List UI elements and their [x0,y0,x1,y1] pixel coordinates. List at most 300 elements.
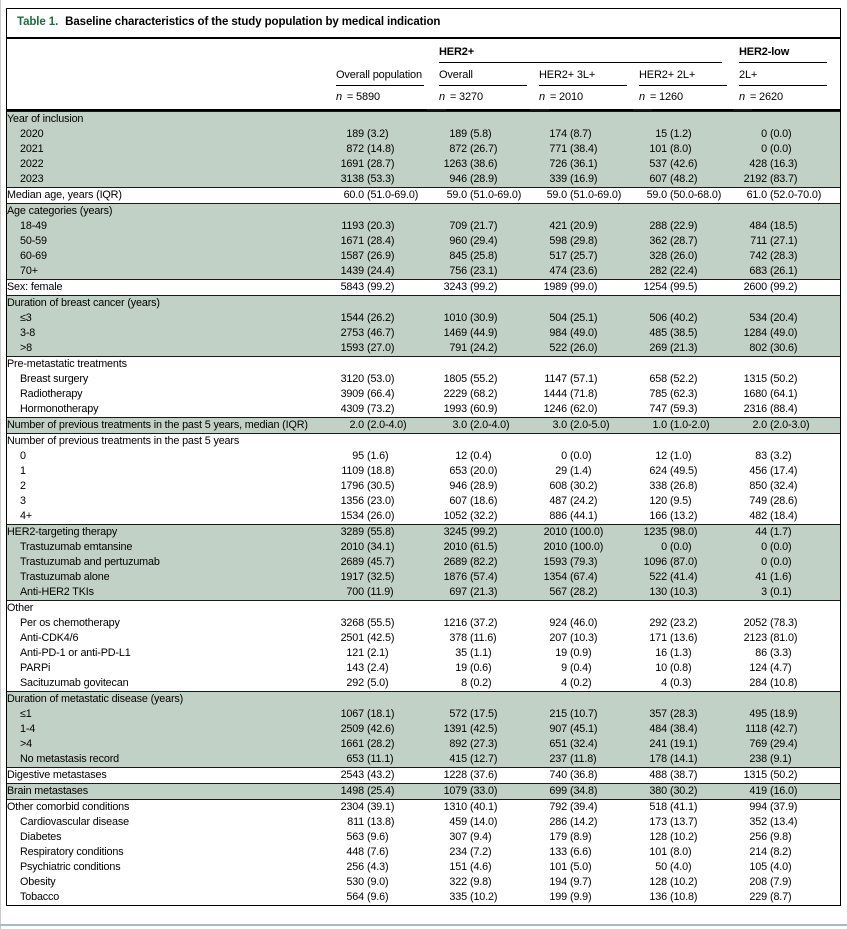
table-section [7,112,840,188]
n-her2-3l: n = 2010 [539,91,583,103]
value-cell: 1993 (60.9) [443,403,498,415]
value-cell [632,112,732,128]
column-head-overall-population: Overall population [329,63,432,86]
value-cell: 683 (26.1) [732,264,840,280]
value-cell: 850 (32.4) [749,480,798,492]
value-cell: 0 (0.0) [732,127,840,142]
value-cell: 128 (10.2) [649,831,698,843]
value-cell: 121 (2.1) [346,647,389,659]
value-cell: 530 (9.0) [346,876,389,888]
row-label: Anti-PD-1 or anti-PD-L1 [20,647,131,659]
value-cell [632,434,732,450]
row-label: Trastuzumab alone [7,570,329,585]
column-head-her2-2l: HER2+ 2L+ [632,63,732,86]
value-cell: 0 (0.0) [732,555,840,570]
row-label: 2022 [7,157,329,172]
value-cell: 101 (8.0) [632,142,732,157]
value-cell: 29 (1.4) [555,465,592,477]
value-cell: 16 (1.3) [655,647,692,659]
value-cell [329,112,432,128]
value-cell: 1052 (32.2) [443,510,498,522]
row-label: 2 [20,480,26,492]
table-row [7,280,840,296]
header-rule-tick [530,109,549,112]
value-cell [532,296,632,312]
value-cell: 3.0 (2.0-5.0) [532,418,632,434]
value-cell: 2052 (78.3) [743,617,798,629]
value-cell: 207 (10.3) [549,632,598,644]
value-cell: 607 (48.2) [632,172,732,188]
value-cell: 352 (13.4) [749,816,798,828]
value-cell: 0 (0.0) [632,540,732,555]
row-label: Tobacco [20,891,60,903]
row-label: 1-4 [7,722,329,737]
value-cell: 886 (44.1) [549,510,598,522]
value-cell: 1917 (32.5) [329,570,432,585]
value-cell: 0 (0.0) [732,142,840,157]
value-cell: 339 (16.9) [532,172,632,188]
value-cell: 2010 (100.0) [532,540,632,555]
value-cell: 44 (1.7) [732,525,840,541]
value-cell: 1193 (20.3) [329,219,432,234]
table-row [7,570,840,585]
table-row [7,707,840,722]
value-cell [329,434,432,450]
value-cell: 15 (1.2) [632,127,732,142]
value-cell: 482 (18.4) [749,510,798,522]
value-cell: 1147 (57.1) [544,373,598,385]
table-row [7,387,840,402]
value-cell [632,692,732,708]
value-cell: 3245 (99.2) [432,525,532,541]
value-cell: 124 (4.7) [749,662,792,674]
row-label: ≤3 [7,311,329,326]
value-cell: 335 (10.2) [449,891,498,903]
value-cell: 1118 (42.7) [732,722,840,737]
value-cell [329,357,432,373]
value-cell: 2010 (61.5) [432,540,532,555]
value-cell: 2010 (100.0) [532,525,632,541]
value-cell: 4309 (73.2) [340,403,395,415]
value-cell: 421 (20.9) [532,219,632,234]
value-cell [329,692,432,708]
value-cell: 572 (17.5) [432,707,532,722]
value-cell: 229 (8.7) [749,891,792,903]
row-label: PARPi [20,662,51,674]
value-cell: 1593 (27.0) [329,341,432,357]
row-label: Trastuzumab and pertuzumab [7,555,329,570]
value-cell: 83 (3.2) [755,450,792,462]
value-cell: 1228 (37.6) [443,769,498,781]
table-row [7,479,840,494]
value-cell [632,204,732,220]
value-cell: 41 (1.6) [732,570,840,585]
value-cell: 811 (13.8) [347,816,395,828]
table-row [7,875,840,890]
value-cell [329,601,432,617]
value-cell: 292 (23.2) [649,617,698,629]
row-label: Radiotherapy [20,388,83,400]
value-cell: 136 (10.8) [649,891,698,903]
value-cell: 1254 (99.5) [643,281,698,293]
row-label: HER2-targeting therapy [7,525,329,541]
table-row [7,311,840,326]
value-cell: 1.0 (1.0-2.0) [632,418,732,434]
value-cell: 872 (26.7) [432,142,532,157]
table-row [7,188,840,204]
row-label: 0 [20,450,26,462]
value-cell: 166 (13.2) [649,510,698,522]
table-row [7,494,840,509]
value-cell: 1263 (38.6) [432,157,532,172]
value-cell: 2600 (99.2) [743,281,798,293]
table-row [7,722,840,737]
row-label: 70+ [7,264,329,280]
value-cell: 2010 (34.1) [329,540,432,555]
value-cell: 567 (28.2) [532,585,632,601]
row-label: >8 [7,341,329,357]
value-cell: 960 (29.4) [432,234,532,249]
value-cell: 1498 (25.4) [329,784,432,800]
value-cell: 726 (36.1) [532,157,632,172]
table-row [7,357,840,373]
table-row [7,264,840,280]
value-cell: 189 (5.8) [432,127,532,142]
value-cell: 792 (39.4) [549,801,598,813]
table-section [7,280,840,296]
value-cell: 130 (10.3) [632,585,732,601]
value-cell: 362 (28.7) [632,234,732,249]
value-cell: 2.0 (2.0-4.0) [329,418,432,434]
value-cell: 1593 (79.3) [532,555,632,570]
group-header-her2low [732,43,840,63]
value-cell: 237 (11.8) [532,752,632,768]
table-row [7,341,840,357]
baseline-characteristics-table [7,111,840,905]
value-cell: 608 (30.2) [549,480,598,492]
value-cell: 238 (9.1) [732,752,840,768]
value-cell: 2689 (45.7) [329,555,432,570]
value-cell: 105 (4.0) [749,861,792,873]
row-label: 50-59 [7,234,329,249]
row-label: 1 [20,465,26,477]
value-cell: 189 (3.2) [329,127,432,142]
table-row [7,402,840,418]
row-label: No metastasis record [7,752,329,768]
value-cell: 1469 (44.9) [432,326,532,341]
value-cell [732,112,840,128]
value-cell: 35 (1.1) [455,647,492,659]
value-cell: 288 (22.9) [632,219,732,234]
header-rule-tick [427,109,446,112]
value-cell: 241 (19.1) [632,737,732,752]
n-her2-overall: n = 3270 [439,91,483,103]
group-header-spacer [7,43,432,63]
value-cell: 1310 (40.1) [443,801,498,813]
value-cell [432,434,532,450]
value-cell: 133 (6.6) [549,846,592,858]
table-row [7,845,840,860]
value-cell: 61.0 (52.0-70.0) [746,189,822,201]
table-row [7,585,840,601]
value-cell: 282 (22.4) [632,264,732,280]
value-cell: 19 (0.9) [555,647,592,659]
table-row [7,631,840,646]
header-rule-tick [733,109,752,112]
value-cell: 1010 (30.9) [432,311,532,326]
value-cell: 946 (28.9) [432,172,532,188]
value-cell: 357 (28.3) [632,707,732,722]
row-label: Sex: female [7,281,63,293]
table-row [7,509,840,525]
value-cell: 488 (38.7) [649,769,698,781]
table-row [7,464,840,479]
row-label: Other comorbid conditions [7,801,130,813]
group-header-row [7,43,840,63]
value-cell: 485 (38.5) [632,326,732,341]
value-cell: 651 (32.4) [532,737,632,752]
table-row [7,752,840,768]
value-cell: 179 (8.9) [549,831,592,843]
value-cell: 522 (26.0) [532,341,632,357]
table-caption: Baseline characteristics of the study population by medical indication [65,16,441,28]
value-cell: 199 (9.9) [549,891,592,903]
table-section [7,434,840,525]
value-cell: 742 (28.3) [732,249,840,264]
row-label: Anti-CDK4/6 [20,632,79,644]
row-label: Diabetes [20,831,62,843]
value-cell: 128 (10.2) [649,876,698,888]
value-cell: 537 (42.6) [632,157,732,172]
value-cell [732,357,840,373]
value-cell: 1391 (42.5) [432,722,532,737]
row-label: >4 [7,737,329,752]
table-row [7,296,840,312]
value-cell [632,357,732,373]
value-cell: 1109 (18.8) [341,465,395,477]
row-label: Brain metastases [7,784,329,800]
table-title-band [7,9,840,39]
value-cell: 284 (10.8) [749,677,798,689]
value-cell: 1356 (23.0) [340,495,395,507]
row-label: Digestive metastases [7,769,107,781]
value-cell: 256 (9.8) [749,831,792,843]
value-cell [432,112,532,128]
value-cell: 120 (9.5) [649,495,692,507]
value-cell: 380 (30.2) [632,784,732,800]
table-row [7,112,840,128]
column-head-her2low-2l: 2L+ [732,63,840,86]
value-cell: 769 (29.4) [732,737,840,752]
row-label: Median age, years (IQR) [7,189,122,201]
value-cell: 624 (49.5) [649,465,698,477]
value-cell: 1096 (87.0) [632,555,732,570]
sample-size-row [7,86,840,109]
table-row [7,172,840,188]
row-label: Breast surgery [20,373,89,385]
row-label: Respiratory conditions [20,846,124,858]
value-cell [532,204,632,220]
table-section [7,188,840,204]
value-cell: 3120 (53.0) [340,373,395,385]
value-cell: 171 (13.6) [649,632,698,644]
value-cell: 495 (18.9) [732,707,840,722]
value-cell: 1680 (64.1) [743,388,798,400]
value-cell: 658 (52.2) [649,373,698,385]
n-her2-2l: n = 1260 [639,91,683,103]
value-cell [632,296,732,312]
value-cell: 2192 (83.7) [732,172,840,188]
table-row [7,157,840,172]
value-cell [532,601,632,617]
value-cell: 484 (38.4) [632,722,732,737]
value-cell: 2753 (46.7) [329,326,432,341]
value-cell: 994 (37.9) [749,801,798,813]
table-row [7,830,840,845]
table-section [7,357,840,418]
table-section [7,296,840,357]
table-row [7,601,840,617]
value-cell: 194 (9.7) [549,876,592,888]
value-cell: 10 (0.8) [655,662,692,674]
row-label: 3-8 [7,326,329,341]
value-cell [432,296,532,312]
value-cell: 747 (59.3) [649,403,698,415]
value-cell: 1661 (28.2) [329,737,432,752]
value-cell: 448 (7.6) [346,846,389,858]
table-section [7,800,840,906]
value-cell: 785 (62.3) [649,388,698,400]
table-row [7,127,840,142]
value-cell: 95 (1.6) [352,450,389,462]
table-row [7,800,840,816]
value-cell: 428 (16.3) [732,157,840,172]
page-edge-hairline [0,0,1,929]
table-number: Table 1. [17,16,59,28]
table-row [7,204,840,220]
table-section [7,525,840,601]
value-cell [329,296,432,312]
value-cell: 2509 (42.6) [329,722,432,737]
value-cell: 215 (10.7) [532,707,632,722]
table-row [7,219,840,234]
value-cell: 2689 (82.2) [432,555,532,570]
column-head-her2-overall: Overall [432,63,532,86]
value-cell: 419 (16.0) [732,784,840,800]
value-cell: 1805 (55.2) [443,373,498,385]
value-cell [732,434,840,450]
value-cell: 872 (14.8) [329,142,432,157]
value-cell: 378 (11.6) [449,632,497,644]
value-cell: 845 (25.8) [432,249,532,264]
table-row [7,449,840,464]
value-cell: 699 (34.8) [532,784,632,800]
value-cell: 1989 (99.0) [543,281,598,293]
value-cell: 1796 (30.5) [340,480,395,492]
table-row [7,815,840,830]
value-cell: 607 (18.6) [449,495,498,507]
value-cell: 506 (40.2) [632,311,732,326]
value-cell: 1315 (50.2) [743,769,798,781]
value-cell: 4 (0.3) [661,677,692,689]
value-cell: 101 (8.0) [649,846,692,858]
row-label: Number of previous treatments in the past 5 years, median (IQR) [7,418,329,434]
table-row [7,784,840,800]
value-cell: 1534 (26.0) [340,510,395,522]
row-label: Trastuzumab emtansine [7,540,329,555]
value-cell [329,204,432,220]
value-cell: 3 (0.1) [732,585,840,601]
her2-group-label: HER2+ [439,46,722,63]
value-cell: 12 (1.0) [655,450,692,462]
value-cell: 534 (20.4) [732,311,840,326]
value-cell [732,601,840,617]
value-cell: 517 (25.7) [532,249,632,264]
value-cell: 19 (0.6) [455,662,492,674]
value-cell: 338 (26.8) [649,480,698,492]
row-label: 4+ [20,510,33,522]
value-cell: 564 (9.6) [346,891,389,903]
column-label-row [7,63,840,86]
value-cell: 1315 (50.2) [743,373,798,385]
her2low-group-label: HER2-low [739,46,827,63]
table-row [7,555,840,570]
row-label: Obesity [20,876,56,888]
row-label: 3 [20,495,26,507]
value-cell: 1235 (98.0) [632,525,732,541]
table-row [7,249,840,264]
column-header-block [7,39,840,111]
value-cell: 984 (49.0) [532,326,632,341]
value-cell: 3909 (66.4) [340,388,395,400]
value-cell [732,204,840,220]
n-overall-population: n = 5890 [336,91,380,103]
value-cell: 1444 (71.8) [543,388,598,400]
row-label: 60-69 [7,249,329,264]
value-cell: 50 (4.0) [655,861,692,873]
table-row [7,142,840,157]
value-cell: 1354 (67.4) [532,570,632,585]
value-cell: 2304 (39.1) [340,801,395,813]
row-label: 18-49 [7,219,329,234]
value-cell: 2229 (68.2) [443,388,498,400]
value-cell: 101 (5.0) [549,861,592,873]
value-cell: 697 (21.3) [432,585,532,601]
value-cell: 1246 (62.0) [543,403,598,415]
value-cell [532,434,632,450]
table-section [7,204,840,280]
table-row [7,418,840,434]
value-cell [532,112,632,128]
value-cell: 415 (12.7) [432,752,532,768]
value-cell: 892 (27.3) [432,737,532,752]
value-cell: 59.0 (51.0-69.0) [446,189,522,201]
table1-card [6,8,841,906]
value-cell: 791 (24.2) [432,341,532,357]
value-cell: 802 (30.6) [732,341,840,357]
value-cell: 1544 (26.2) [329,311,432,326]
value-cell: 456 (17.4) [749,465,798,477]
value-cell: 2501 (42.5) [340,632,395,644]
column-label-spacer [7,63,329,86]
group-header-her2 [432,43,732,63]
value-cell [432,601,532,617]
table-row [7,434,840,450]
value-cell: 709 (21.7) [432,219,532,234]
table-row [7,540,840,555]
value-cell: 208 (7.9) [749,876,792,888]
value-cell: 59.0 (51.0-69.0) [546,189,622,201]
